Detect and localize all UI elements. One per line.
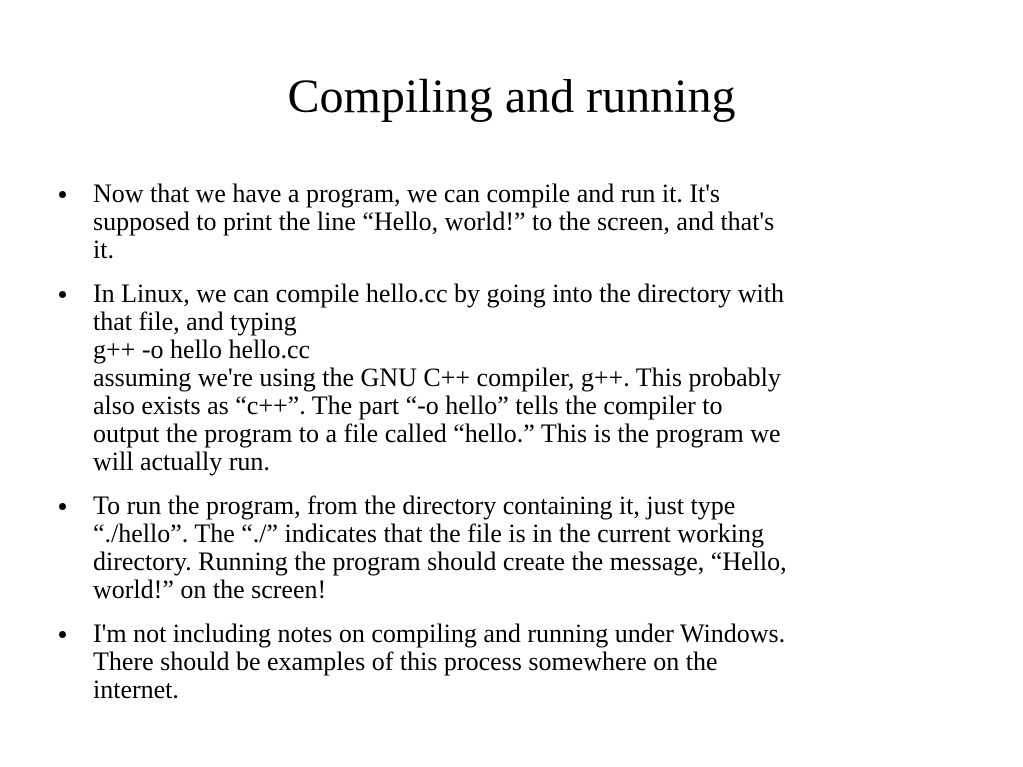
bullet-text-line: that file, and typing [93, 307, 297, 336]
bullet-item [58, 280, 973, 476]
bullet-text-line: will actually run. [93, 447, 270, 476]
bullet-dot-icon [59, 631, 66, 638]
bullet-dot-icon [59, 191, 66, 198]
command-line: g++ -o hello hello.cc [93, 335, 311, 364]
bullet-text-line: I'm not including notes on compiling and running under Windows. [93, 619, 786, 648]
bullet-text-line: supposed to print the line “Hello, world!” to the screen, and that's [93, 207, 775, 236]
bullet-item [58, 492, 973, 604]
bullet-list [58, 180, 973, 720]
bullet-dot-icon [59, 503, 66, 510]
bullet-text-line: world!” on the screen! [93, 575, 327, 604]
bullet-text-line: There should be examples of this process somewhere on the [93, 647, 718, 676]
bullet-text-line: internet. [93, 675, 179, 704]
bullet-text-line: directory. Running the program should create the message, “Hello, [93, 547, 787, 576]
bullet-text-line: also exists as “c++”. The part “-o hello” tells the compiler to [93, 391, 723, 420]
bullet-text-line: To run the program, from the directory containing it, just type [93, 491, 736, 520]
bullet-item [58, 180, 973, 264]
bullet-dot-icon [59, 291, 66, 298]
bullet-text-line: it. [93, 235, 114, 264]
bullet-text-line: In Linux, we can compile hello.cc by going into the directory with [93, 279, 784, 308]
bullet-item [58, 620, 973, 704]
bullet-text-line: assuming we're using the GNU C++ compiler, g++. This probably [93, 363, 781, 392]
bullet-text-line: output the program to a file called “hello.” This is the program we [93, 419, 781, 448]
bullet-text-line: Now that we have a program, we can compile and run it. It's [93, 179, 721, 208]
bullet-text-line: “./hello”. The “./” indicates that the file is in the current working [93, 519, 764, 548]
slide-title: Compiling and running [287, 70, 736, 123]
